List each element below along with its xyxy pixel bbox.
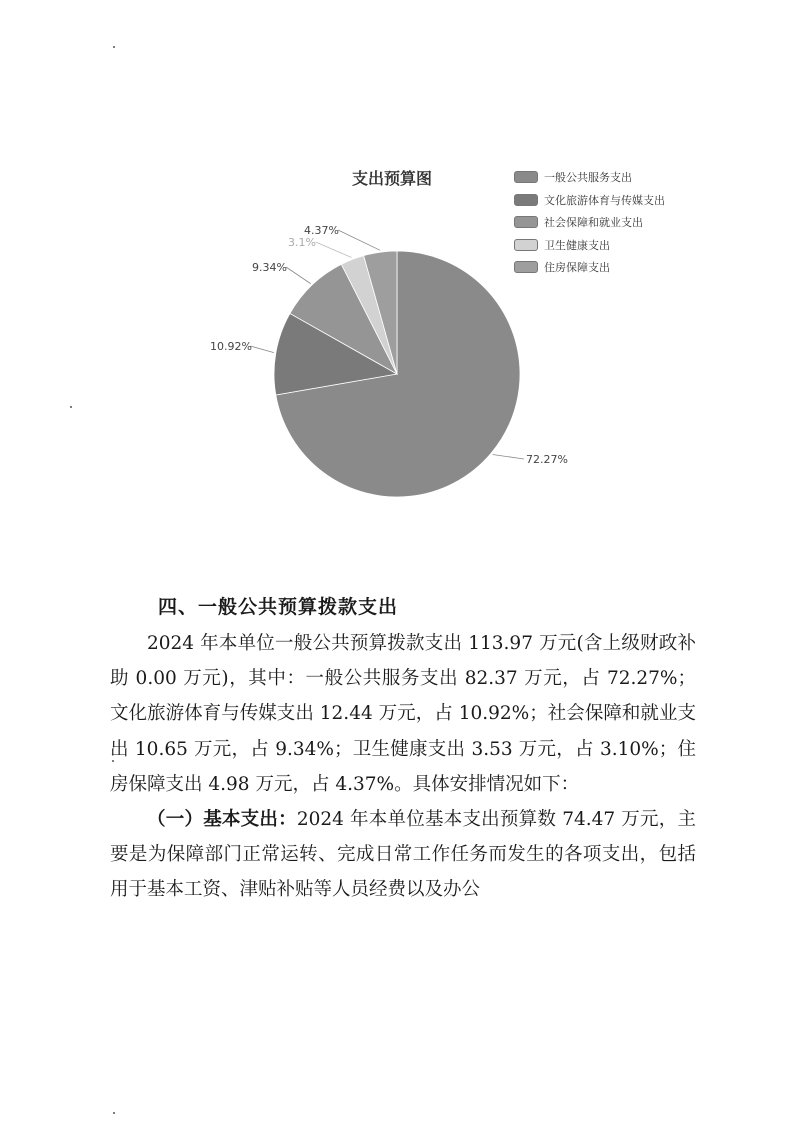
paragraph-budget-summary: 2024 年本单位一般公共预算拨款支出 113.97 万元(含上级财政补助 0.00 万元)，其中：一般公共服务支出 82.37 万元，占 72.27%；文化旅游体育与传媒支出 12.44 万元，占 10.92%；社会保障和就业支出 10.65 万元，占 9.34%；卫生健康支出 3.53 万元，占 3.10%；住房保障支出 4.98 万元，占 4.37%。具体安排情况如下：: [110, 633, 696, 795]
pie-data-label-4: 3.1%: [288, 236, 316, 249]
pie-leader-line-4: [316, 242, 352, 258]
pie-data-label-1: 72.27%: [526, 453, 568, 466]
scan-speck: [70, 406, 72, 408]
legend-label: 社会保障和就业支出: [544, 216, 643, 230]
expenditure-pie-chart: [0, 0, 794, 560]
body-text: [110, 626, 696, 908]
section-heading: 四、一般公共预算拨款支出: [158, 596, 399, 618]
pie-leader-line-5: [338, 230, 380, 250]
scan-speck: [112, 760, 114, 762]
scan-speck: [113, 1112, 115, 1114]
basic-expenditure-text: 2024 年本单位基本支出预算数 74.47 万元，主要是为保障部门正常运转、完成日常工作任务而发生的各项支出，包括用于基本工资、津贴补贴等人员经费以及办公: [110, 809, 696, 901]
pie-data-label-5: 4.37%: [304, 224, 339, 237]
paragraph-basic-expenditure: [110, 802, 696, 908]
pie-leader-line-1: [493, 454, 524, 459]
legend-label: 卫生健康支出: [544, 238, 610, 252]
pie-plot: [0, 0, 794, 560]
legend-label: 住房保障支出: [544, 261, 610, 275]
pie-leader-line-2: [250, 346, 273, 353]
pie-leader-line-3: [286, 267, 311, 284]
chart-title: 支出预算图: [352, 169, 433, 188]
pie-data-label-3: 9.34%: [252, 261, 287, 274]
basic-expenditure-heading: （一）基本支出：: [147, 809, 297, 831]
scan-speck: [113, 46, 115, 48]
legend-label: 一般公共服务支出: [544, 171, 632, 185]
legend-label: 文化旅游体育与传媒支出: [544, 193, 665, 207]
pie-data-label-2: 10.92%: [210, 340, 252, 353]
